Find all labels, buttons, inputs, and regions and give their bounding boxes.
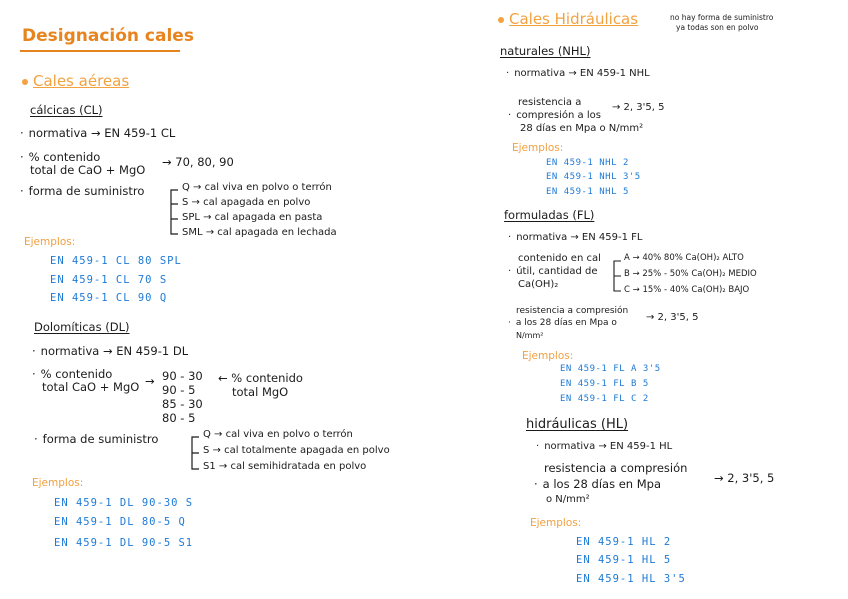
dolomiticas-contenido-label-1: · % contenido <box>32 367 112 381</box>
calcicas-forma-item: S → cal apagada en polvo <box>182 197 311 208</box>
formuladas-cont-item: B → 25% - 50% Ca(OH)₂ MEDIO <box>624 269 757 279</box>
hl-ejemplo: EN 459-1 HL 3'5 <box>576 573 686 585</box>
calcicas-forma-label: · forma de suministro <box>20 184 144 198</box>
hl-res-label-1: resistencia a compresión <box>544 461 688 475</box>
subheading-naturales: naturales (NHL) <box>500 44 591 58</box>
formuladas-cont-item: A → 40% 80% Ca(OH)₂ ALTO <box>624 253 744 263</box>
formuladas-cont-label-2: · útil, cantidad de <box>508 266 598 277</box>
section-heading-hidraulicas-label: Cales Hidráulicas <box>509 10 639 28</box>
naturales-ejemplo: EN 459-1 NHL 2 <box>546 158 629 168</box>
section-heading-hidraulicas <box>498 10 638 28</box>
formuladas-normativa: · normativa → EN 459-1 FL <box>508 232 642 243</box>
formuladas-ejemplo: EN 459-1 FL B 5 <box>560 379 649 389</box>
dolomiticas-pair: 85 - 30 <box>162 397 203 411</box>
section-heading-aereas-label: Cales aéreas <box>33 72 130 90</box>
dolomiticas-forma-item: Q → cal viva en polvo o terrón <box>203 429 353 440</box>
subheading-calcicas: cálcicas (CL) <box>30 103 103 117</box>
formuladas-res-label-1: resistencia a compresión <box>516 306 629 316</box>
dolomiticas-ejemplos-label: Ejemplos: <box>32 477 84 489</box>
dolomiticas-ejemplo: EN 459-1 DL 90-5 S1 <box>54 537 194 549</box>
subheading-formuladas: formuladas (FL) <box>504 208 595 222</box>
dolomiticas-forma-item: S1 → cal semihidratada en polvo <box>203 461 367 472</box>
dolomiticas-pair: 90 - 5 <box>162 383 196 397</box>
calcicas-forma-brace <box>168 186 180 238</box>
calcicas-contenido-label-2: total de CaO + MgO <box>30 163 146 177</box>
hl-ejemplo: EN 459-1 HL 5 <box>576 554 672 566</box>
calcicas-forma-item: Q → cal viva en polvo o terrón <box>182 182 332 193</box>
formuladas-cont-item: C → 15% - 40% Ca(OH)₂ BAJO <box>624 285 750 295</box>
bullet-dot <box>22 79 28 85</box>
formuladas-ejemplo: EN 459-1 FL C 2 <box>560 394 649 404</box>
dolomiticas-pair: 90 - 30 <box>162 369 203 383</box>
calcicas-contenido-value: → 70, 80, 90 <box>162 155 234 169</box>
dolomiticas-mgo-label-1: ← % contenido <box>218 371 303 385</box>
formuladas-cont-label-1: contenido en cal <box>518 253 601 264</box>
subheading-dolomiticas: Dolomíticas (DL) <box>34 320 130 334</box>
naturales-ejemplo: EN 459-1 NHL 3'5 <box>546 172 641 182</box>
dolomiticas-ejemplo: EN 459-1 DL 80-5 Q <box>54 516 186 528</box>
title-underline <box>20 50 180 52</box>
naturales-normativa: · normativa → EN 459-1 NHL <box>506 68 650 79</box>
formuladas-res-label-2: · a los 28 días en Mpa o <box>508 318 617 328</box>
calcicas-ejemplo: EN 459-1 CL 80 SPL <box>50 255 182 267</box>
hl-normativa: · normativa → EN 459-1 HL <box>536 441 672 452</box>
naturales-res-label-3: 28 días en Mpa o N/mm² <box>520 123 644 134</box>
dolomiticas-forma-brace <box>189 433 201 473</box>
hl-res-value: → 2, 3'5, 5 <box>714 471 775 485</box>
hl-ejemplos-label: Ejemplos: <box>530 517 582 529</box>
hidraulicas-note-1: no hay forma de suministro <box>670 13 774 22</box>
naturales-res-label-2: · compresión a los <box>508 110 601 121</box>
naturales-ejemplo: EN 459-1 NHL 5 <box>546 187 629 197</box>
dolomiticas-normativa: · normativa → EN 459-1 DL <box>32 344 188 358</box>
calcicas-normativa: · normativa → EN 459-1 CL <box>20 126 175 140</box>
naturales-ejemplos-label: Ejemplos: <box>512 142 564 154</box>
calcicas-ejemplo: EN 459-1 CL 70 S <box>50 274 168 286</box>
naturales-res-label-1: resistencia a <box>518 97 582 108</box>
hidraulicas-note-2: ya todas son en polvo <box>676 23 759 32</box>
dolomiticas-forma-item: S → cal totalmente apagada en polvo <box>203 445 390 456</box>
dolomiticas-mgo-label-2: total MgO <box>232 385 289 399</box>
calcicas-forma-item: SPL → cal apagada en pasta <box>182 212 323 223</box>
hl-res-label-3: o N/mm² <box>546 494 590 505</box>
formuladas-cont-label-3: Ca(OH)₂ <box>518 279 559 290</box>
formuladas-res-label-3: N/mm² <box>516 331 544 340</box>
formuladas-res-value: → 2, 3'5, 5 <box>646 312 699 323</box>
formuladas-ejemplo: EN 459-1 FL A 3'5 <box>560 364 661 374</box>
dolomiticas-pair: 80 - 5 <box>162 411 196 425</box>
page-title: Designación cales <box>22 26 194 46</box>
calcicas-forma-item: SML → cal apagada en lechada <box>182 227 337 238</box>
naturales-res-value: → 2, 3'5, 5 <box>612 102 665 113</box>
hl-ejemplo: EN 459-1 HL 2 <box>576 536 672 548</box>
hl-res-label-2: · a los 28 días en Mpa <box>534 477 661 491</box>
section-heading-aereas <box>22 72 129 90</box>
subheading-hidraulicas-hl: hidráulicas (HL) <box>526 417 629 432</box>
calcicas-ejemplos-label: Ejemplos: <box>24 236 76 248</box>
calcicas-ejemplo: EN 459-1 CL 90 Q <box>50 292 168 304</box>
calcicas-contenido-label-1: · % contenido <box>20 150 100 164</box>
arrow: → <box>145 374 155 388</box>
formuladas-cont-brace <box>611 257 623 295</box>
bullet-dot <box>498 17 504 23</box>
dolomiticas-ejemplo: EN 459-1 DL 90-30 S <box>54 497 194 509</box>
dolomiticas-contenido-label-2: total CaO + MgO <box>42 380 140 394</box>
formuladas-ejemplos-label: Ejemplos: <box>522 350 574 362</box>
dolomiticas-forma-label: · forma de suministro <box>34 432 158 446</box>
